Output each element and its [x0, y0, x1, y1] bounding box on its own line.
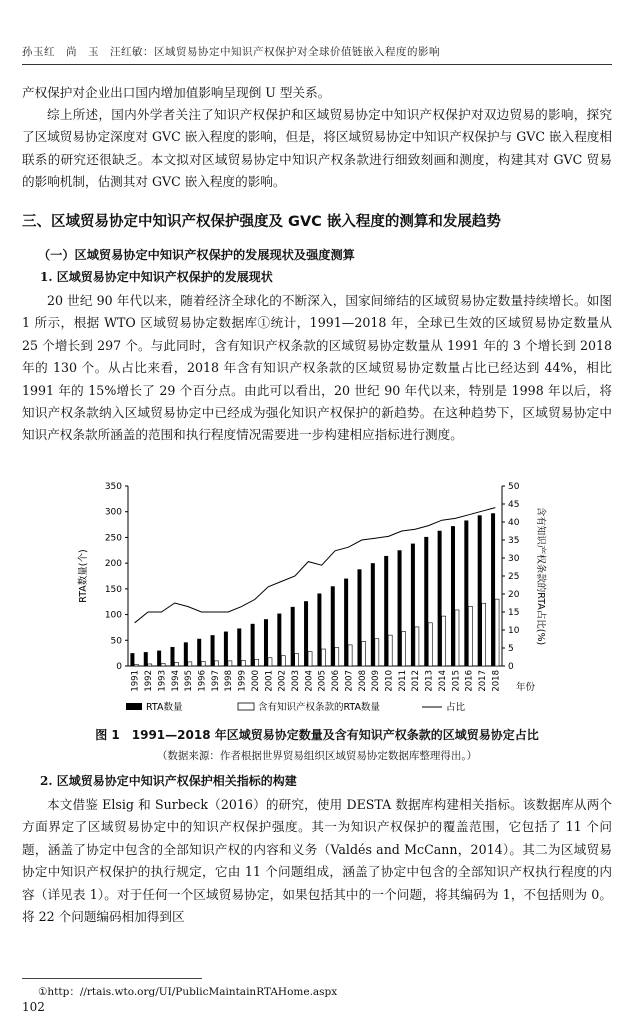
- bar-rta-count: [170, 647, 174, 666]
- subsection-heading: （一）区域贸易协定中知识产权保护的发展现状及强度测算: [38, 248, 355, 262]
- bar-rta-count: [157, 651, 161, 666]
- bar-rta-count: [424, 537, 428, 666]
- bar-ip-rta-count: [241, 660, 245, 666]
- bar-ip-rta-count: [148, 664, 152, 666]
- bar-rta-count: [464, 520, 468, 666]
- legend-swatch-rta-count: [126, 703, 142, 710]
- right-tick-label: 0: [508, 662, 514, 672]
- x-tick-label: 2001: [264, 670, 275, 692]
- bar-rta-count: [211, 635, 215, 666]
- x-tick-label: 2006: [331, 670, 342, 692]
- figure-caption: 图 1 1991—2018 年区域贸易协定数量及含有知识产权条款的区域贸易协定占比: [95, 728, 539, 742]
- paragraph-summary: 综上所述，国内外学者关注了知识产权保护和区域贸易协定中知识产权保护对双边贸易的影响，探究了区域贸易协定深度对 GVC 嵌入程度的影响，但是，将区域贸易协定中知识产权保护与 GVC 嵌入程度相联系的研究还很缺乏。本文拟对区域贸易协定中知识产权条款进行细致刻画和测度，构建其对 GVC 贸易的影响机制，估测其对 GVC 嵌入程度的影响。: [22, 107, 612, 190]
- right-tick-label: 5: [508, 644, 514, 654]
- right-tick-label: 15: [508, 608, 520, 618]
- figure-source: （数据来源：作者根据世界贸易组织区域贸易协定数据库整理得出。）: [156, 750, 478, 762]
- rta-chart-svg: [70, 478, 570, 718]
- bar-rta-count: [291, 607, 295, 666]
- bar-ip-rta-count: [442, 616, 446, 666]
- left-tick-label: 0: [116, 662, 122, 672]
- bar-ip-rta-count: [428, 623, 432, 666]
- figure-1-chart: [70, 478, 570, 718]
- x-tick-label: 2016: [464, 670, 475, 692]
- bar-rta-count: [371, 563, 375, 666]
- x-axis-label: 年份: [516, 682, 536, 693]
- bar-ip-rta-count: [295, 654, 299, 666]
- header-rule: [22, 64, 612, 65]
- x-tick-label: 1995: [184, 670, 195, 692]
- paragraph-indicators: 本文借鉴 Elsig 和 Surbeck（2016）的研究，使用 DESTA 数据库构建相关指标。该数据库从两个方面界定了区域贸易协定中的知识产权保护强度。其一为知识产权保护的覆盖范围，它包括了 11 个问题，涵盖了协定中包含的全部知识产权的内容和义务（Valdés and McCann，2014）。其二为区域贸易协定中知识产权保护的执行规定，它由 11 个问题组成，涵盖了协定中包含的全部知识产权执行程度的内容（详见表 1）。对于任何一个区域贸易协定，如果包括其中的一个问题，将其编码为 1，不包括则为 0。将 22 个问题编码相加得到区: [22, 797, 612, 925]
- bar-rta-count: [357, 569, 361, 666]
- footnote-rule: [22, 978, 202, 979]
- bar-ip-rta-count: [482, 603, 486, 666]
- bar-rta-count: [451, 526, 455, 666]
- bar-ip-rta-count: [228, 661, 232, 666]
- right-y-axis-label: 含有知识产权条款的RTA占比(%): [535, 506, 546, 646]
- bar-ip-rta-count: [161, 663, 165, 666]
- x-tick-label: 1999: [237, 670, 248, 692]
- bar-ip-rta-count: [468, 606, 472, 666]
- bar-ip-rta-count: [174, 662, 178, 666]
- bar-rta-count: [224, 632, 228, 666]
- bar-ip-rta-count: [201, 661, 205, 666]
- x-tick-label: 2009: [371, 670, 382, 692]
- x-tick-label: 2003: [290, 670, 301, 692]
- right-tick-label: 10: [508, 626, 520, 636]
- bar-rta-count: [144, 652, 148, 666]
- legend-label-rta-count: RTA数量: [146, 702, 183, 713]
- bar-ip-rta-count: [335, 647, 339, 666]
- legend-label-ip-rta-count: 含有知识产权条款的RTA数量: [258, 702, 380, 713]
- x-tick-label: 2011: [397, 670, 408, 692]
- left-tick-label: 350: [104, 482, 122, 492]
- bar-rta-count: [237, 628, 241, 666]
- bar-rta-count: [331, 586, 335, 666]
- bar-ip-rta-count: [402, 632, 406, 666]
- x-tick-label: 2002: [277, 670, 288, 692]
- left-tick-label: 250: [104, 533, 122, 544]
- x-tick-label: 2014: [437, 670, 448, 692]
- subsubsection-heading-1: 1. 区域贸易协定中知识产权保护的发展现状: [40, 270, 273, 284]
- bar-rta-count: [384, 556, 388, 666]
- x-tick-label: 2017: [477, 670, 488, 692]
- bar-ip-rta-count: [255, 659, 259, 666]
- bar-rta-count: [184, 642, 188, 666]
- x-tick-label: 2007: [344, 670, 355, 692]
- left-tick-label: 100: [104, 610, 122, 621]
- bar-ip-rta-count: [321, 649, 325, 666]
- paragraph-continuation: 产权保护对企业出口国内增加值影响呈现倒 U 型关系。: [22, 85, 331, 100]
- bar-rta-count: [130, 653, 134, 666]
- bar-rta-count: [251, 624, 255, 666]
- bar-ip-rta-count: [215, 661, 219, 666]
- left-tick-label: 200: [104, 559, 122, 570]
- legend-label-ip-share: 占比: [446, 702, 466, 713]
- bar-ip-rta-count: [308, 652, 312, 666]
- bar-ip-rta-count: [495, 599, 499, 666]
- bar-rta-count: [398, 550, 402, 666]
- bar-ip-rta-count: [134, 664, 138, 666]
- bar-ip-rta-count: [375, 639, 379, 666]
- running-head: 孙玉红 尚 玉 汪红敏：区域贸易协定中知识产权保护对全球价值链嵌入程度的影响: [22, 46, 440, 58]
- x-tick-label: 1994: [170, 670, 181, 692]
- subsubsection-heading-2: 2. 区域贸易协定中知识产权保护相关指标的构建: [40, 774, 297, 788]
- x-tick-label: 2000: [250, 670, 261, 692]
- bar-ip-rta-count: [281, 656, 285, 666]
- bar-ip-rta-count: [415, 627, 419, 666]
- bar-rta-count: [491, 513, 495, 666]
- x-tick-label: 2008: [357, 670, 368, 692]
- x-tick-label: 2015: [451, 670, 462, 692]
- x-tick-label: 2012: [411, 670, 422, 692]
- bar-rta-count: [478, 515, 482, 666]
- bar-ip-rta-count: [455, 610, 459, 666]
- left-tick-label: 150: [104, 584, 122, 595]
- bar-rta-count: [277, 614, 281, 666]
- bar-rta-count: [304, 601, 308, 666]
- x-tick-label: 1996: [197, 670, 208, 692]
- bar-rta-count: [438, 531, 442, 666]
- legend-swatch-ip-rta-count: [238, 703, 254, 710]
- x-tick-label: 1997: [210, 670, 221, 692]
- right-tick-label: 40: [508, 518, 520, 528]
- section-heading: 三、区域贸易协定中知识产权保护强度及 GVC 嵌入程度的测算和发展趋势: [22, 214, 501, 230]
- bar-rta-count: [344, 579, 348, 666]
- left-y-axis-label: RTA数量(个): [78, 549, 89, 603]
- right-tick-label: 45: [508, 500, 520, 510]
- x-tick-label: 1993: [157, 670, 168, 692]
- bar-rta-count: [264, 619, 268, 666]
- x-tick-label: 1991: [130, 670, 141, 692]
- paragraph-development: 20 世纪 90 年代以来，随着经济全球化的不断深入，国家间缔结的区域贸易协定数量持续增长。如图 1 所示，根据 WTO 区域贸易协定数据库①统计，1991—2018 年，全球已生效的区域贸易协定数量从 25 个增长到 297 个。与此同时，含有知识产权条款的区域贸易协定数量从 1991 年的 3 个增长到 2018 年的 130 个。从占比来看，2018 年含有知识产权条款的区域贸易协定数量占比已经达到 44%，相比 1991 年的 15%增长了 29 个百分点。由此可以看出，20 世纪 90 年代以来，特别是 1998 年以后，将知识产权条款纳入区域贸易协定中已经成为强化知识产权保护的新趋势。在这种趋势下，区域贸易协定中知识产权条款所涵盖的范围和执行程度情况需要进一步构建相应指标进行测度。: [22, 293, 612, 443]
- x-tick-label: 1998: [224, 670, 235, 692]
- right-tick-label: 35: [508, 536, 520, 546]
- x-tick-label: 1992: [144, 670, 155, 692]
- left-tick-label: 50: [110, 636, 122, 647]
- bar-rta-count: [197, 639, 201, 666]
- bar-ip-rta-count: [188, 662, 192, 666]
- bar-rta-count: [317, 593, 321, 666]
- right-tick-label: 50: [508, 482, 520, 492]
- right-tick-label: 25: [508, 572, 520, 582]
- footnote: ①http：//rtais.wto.org/UI/PublicMaintainRTAHome.aspx: [38, 986, 338, 998]
- bar-ip-rta-count: [388, 635, 392, 666]
- page-number: 102: [22, 1000, 45, 1014]
- bar-ip-rta-count: [348, 645, 352, 666]
- x-tick-label: 2013: [424, 670, 435, 692]
- x-tick-label: 2018: [491, 670, 502, 692]
- bar-ip-rta-count: [268, 658, 272, 666]
- right-tick-label: 20: [508, 590, 520, 600]
- left-tick-label: 300: [104, 507, 122, 518]
- right-tick-label: 30: [508, 554, 520, 564]
- x-tick-label: 2010: [384, 670, 395, 692]
- x-tick-label: 2004: [304, 670, 315, 692]
- x-tick-label: 2005: [317, 670, 328, 692]
- bar-ip-rta-count: [361, 641, 365, 666]
- bar-rta-count: [411, 544, 415, 666]
